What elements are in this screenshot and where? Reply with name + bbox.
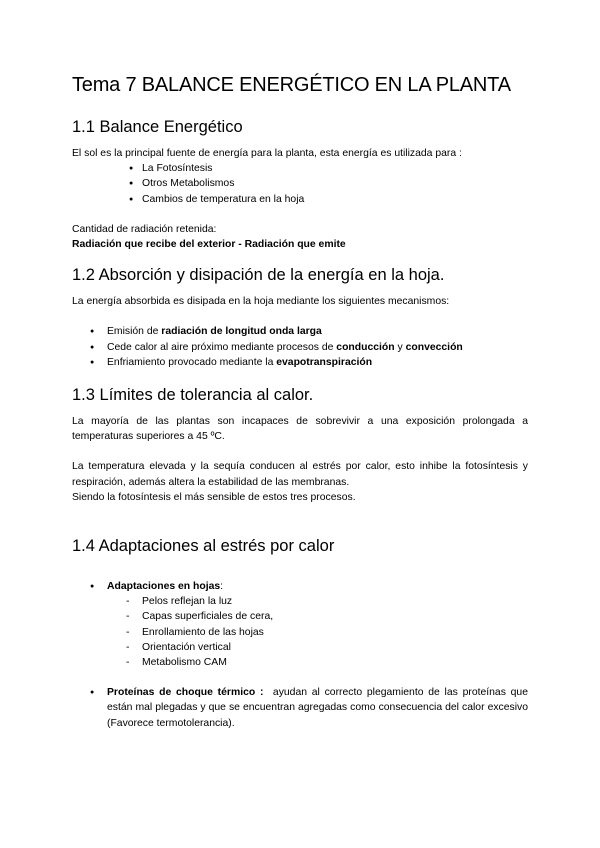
list-item bbox=[72, 355, 528, 370]
tolerance-paragraph-2: La temperatura elevada y la sequía conducen al estrés por calor, esto inhibe la fotosíntesis y respiración, además altera la estabilidad de las membranas. bbox=[72, 461, 528, 488]
section-heading-1-4: 1.4 Adaptaciones al estrés por calor bbox=[72, 537, 335, 556]
section-heading-1-3: 1.3 Límites de tolerancia al calor. bbox=[72, 386, 314, 405]
list-item: ● Otros Metabolismos bbox=[72, 176, 528, 191]
item-bold-text: evapotranspiración bbox=[276, 356, 373, 368]
retained-radiation-label: Cantidad de radiación retenida: bbox=[72, 223, 217, 235]
energy-uses-list bbox=[72, 161, 528, 207]
item-bold-text: radiación de longitud onda larga bbox=[161, 326, 322, 338]
leaf-adaptations-sublist bbox=[72, 594, 528, 670]
bullet-icon: ● bbox=[90, 583, 95, 591]
dissipation-mechanisms-list bbox=[72, 324, 528, 370]
proteins-list bbox=[72, 685, 531, 731]
list-item: - Capas superficiales de cera, bbox=[72, 609, 528, 624]
list-item: ● La Fotosíntesis bbox=[72, 161, 528, 176]
section-1-2-intro: La energía absorbida es disipada en la hoja mediante los siguientes mecanismos: bbox=[72, 296, 450, 308]
list-item: - Orientación vertical bbox=[72, 640, 528, 655]
section-heading-1-1: 1.1 Balance Energético bbox=[72, 118, 243, 136]
proteins-label: Proteínas de choque térmico : bbox=[107, 687, 264, 699]
section-heading-1-2: 1.2 Absorción y disipación de la energía en la hoja. bbox=[72, 266, 445, 285]
item-bold-text: convección bbox=[405, 341, 463, 353]
list-item-leaf-adaptations bbox=[72, 579, 528, 594]
list-item: - Pelos reflejan la luz bbox=[72, 594, 528, 609]
item-text: y bbox=[394, 341, 406, 353]
bullet-icon: ● bbox=[90, 689, 95, 697]
item-text: Cede calor al aire próximo mediante procesos de bbox=[107, 341, 337, 353]
list-item-heat-shock-proteins bbox=[72, 685, 531, 731]
page-title: Tema 7 BALANCE ENERGÉTICO EN LA PLANTA bbox=[72, 74, 511, 96]
section-1-1-intro: El sol es la principal fuente de energía para la planta, esta energía es utilizada para : bbox=[72, 148, 462, 159]
list-item: ● Cambios de temperatura en la hoja bbox=[72, 192, 528, 207]
list-item bbox=[72, 340, 528, 355]
adaptations-label: Adaptaciones en hojas bbox=[107, 581, 221, 593]
tolerance-paragraph-3: Siendo la fotosíntesis el más sensible de estos tres procesos. bbox=[72, 491, 356, 503]
document-page bbox=[72, 72, 531, 731]
list-item: - Metabolismo CAM bbox=[72, 655, 528, 670]
adaptations-colon: : bbox=[220, 581, 224, 593]
item-text: Emisión de bbox=[107, 326, 162, 338]
proteins-text: ayudan al correcto plegamiento de las proteínas que están mal plegadas y que se encuentran agregadas como consecuencia del calor excesivo (Favorece termotolerancia). bbox=[107, 687, 531, 729]
radiation-formula: Radiación que recibe del exterior - Radiación que emite bbox=[72, 239, 346, 251]
list-item: - Enrollamiento de las hojas bbox=[72, 625, 528, 640]
tolerance-paragraph-1: La mayoría de las plantas son incapaces de sobrevivir a una exposición prolongada a temperaturas superiores a 45 ºC. bbox=[72, 416, 528, 443]
item-text: Enfriamiento provocado mediante la bbox=[107, 356, 277, 368]
list-item bbox=[72, 324, 528, 339]
adaptations-list bbox=[72, 579, 528, 594]
item-bold-text: conducción bbox=[336, 341, 395, 353]
